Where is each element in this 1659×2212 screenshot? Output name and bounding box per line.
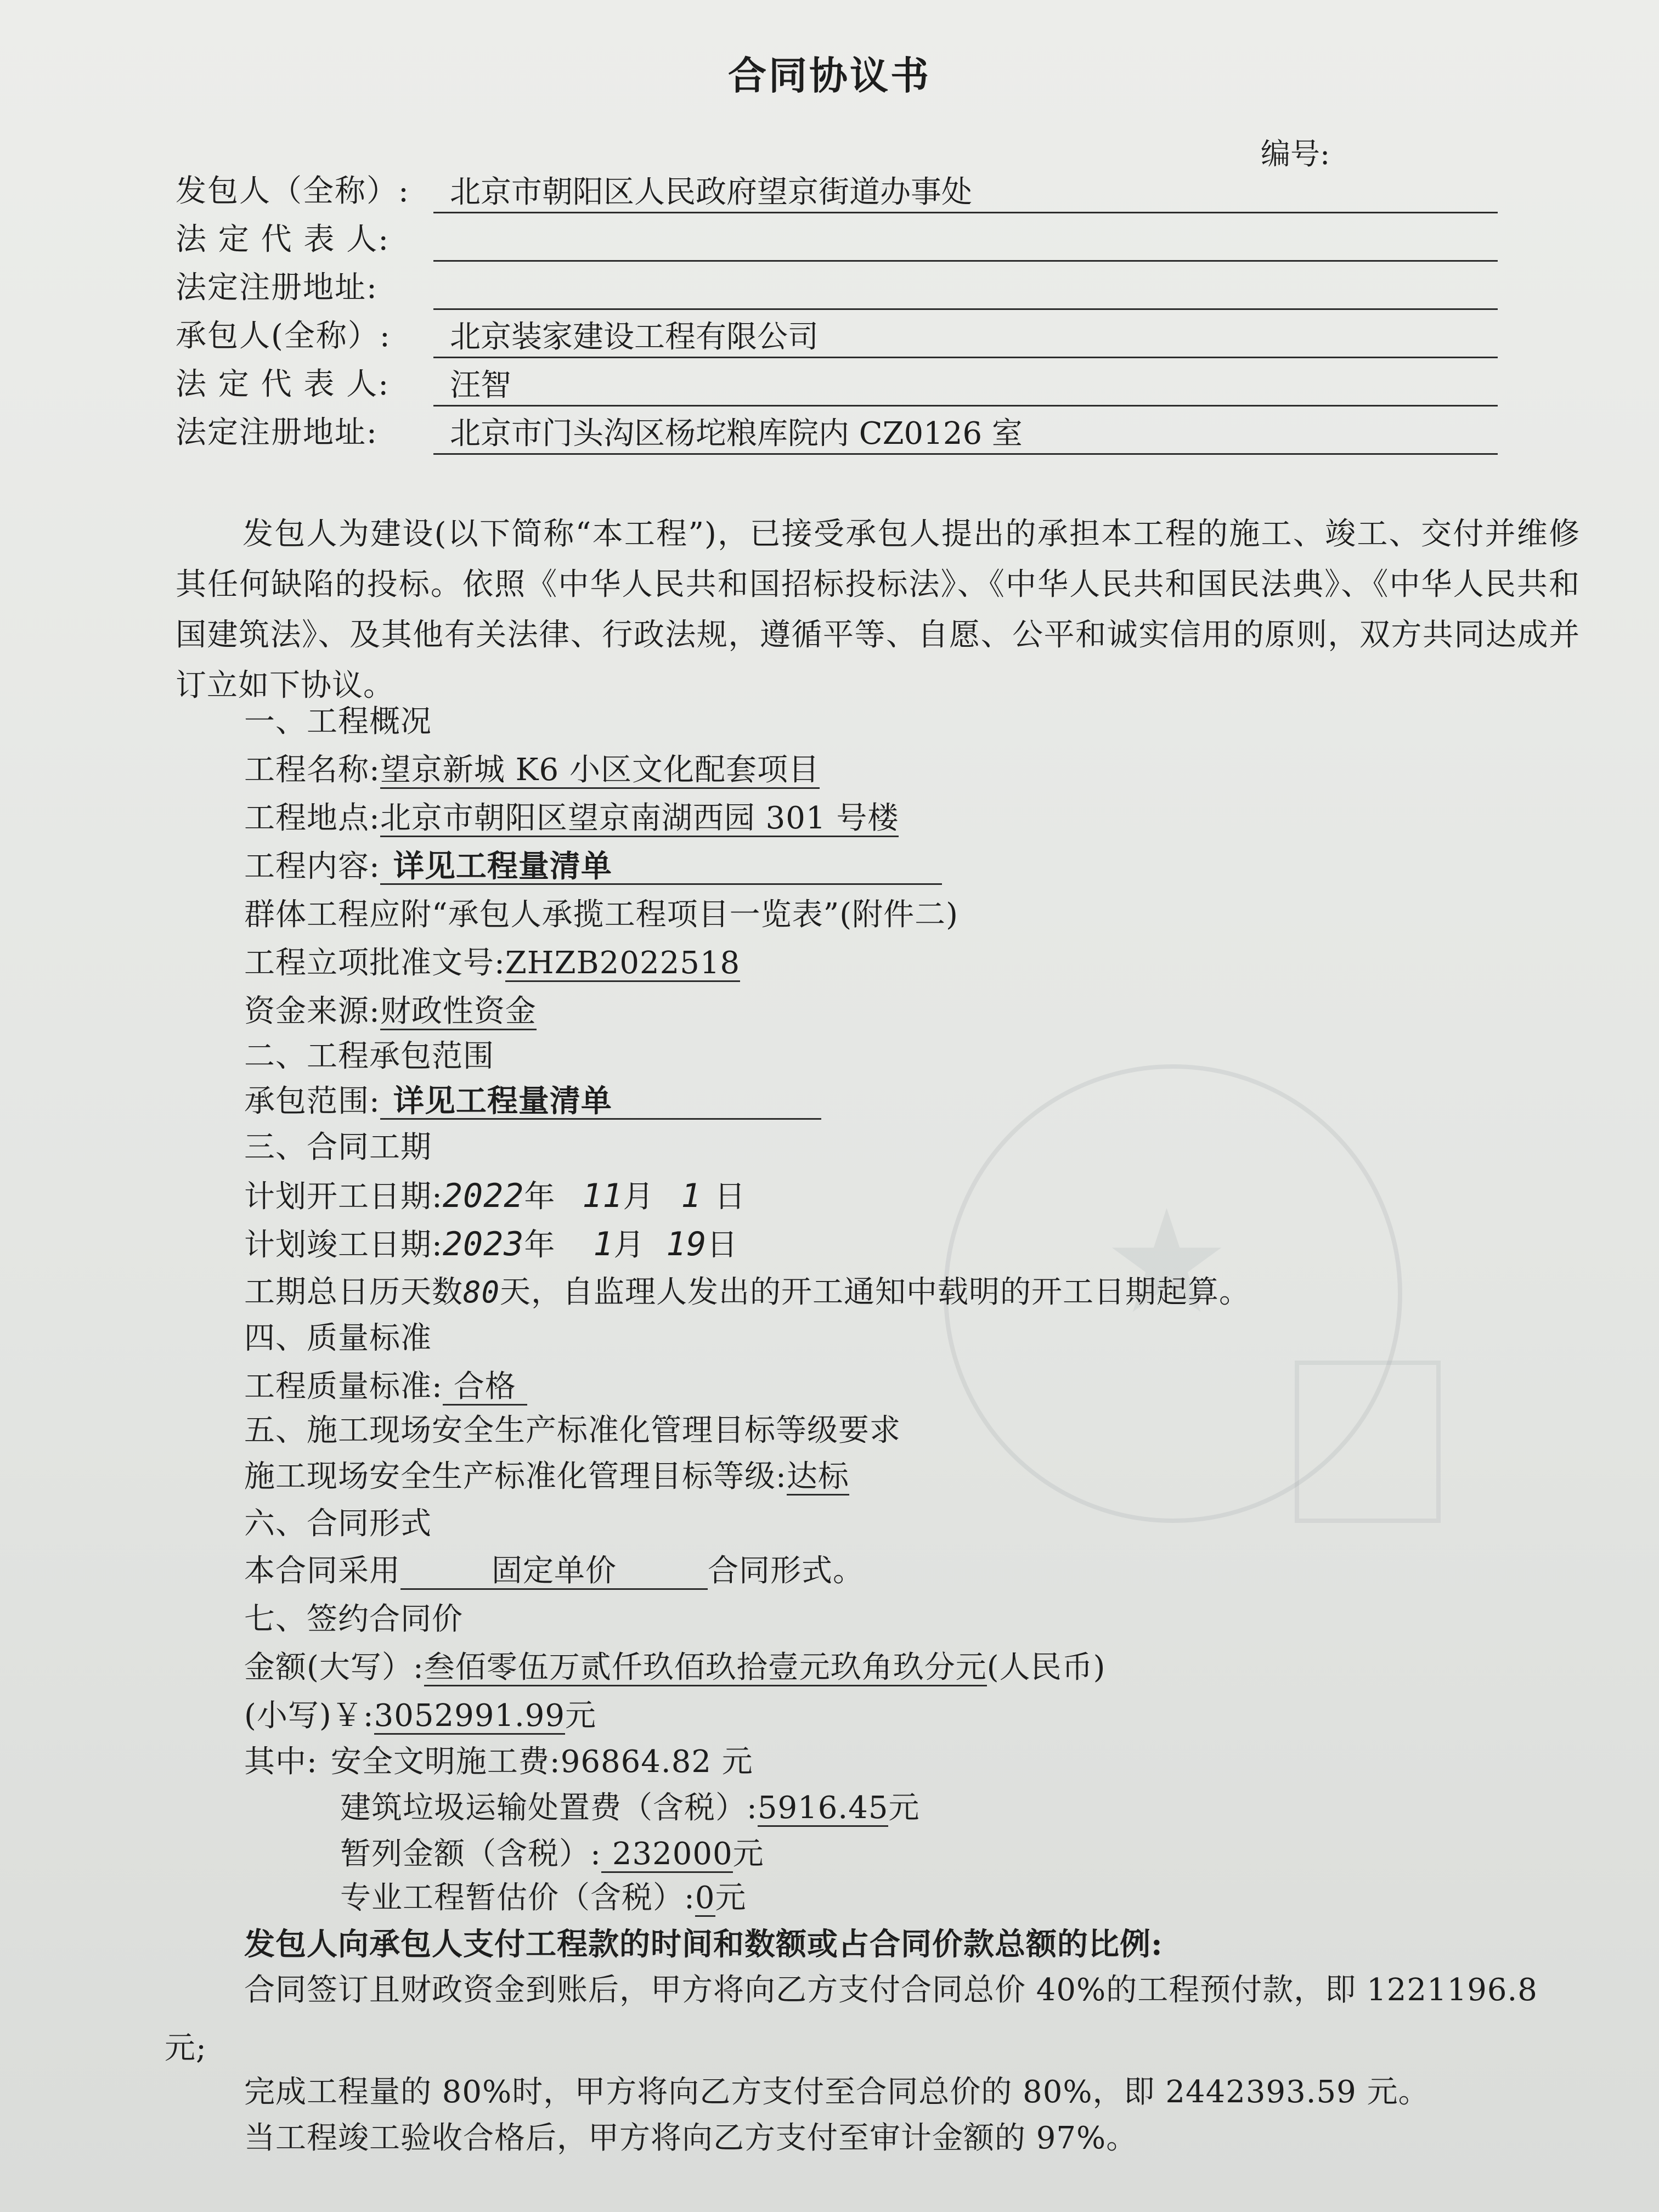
party-row (176, 218, 433, 261)
party-value: 北京装家建设工程有限公司 (433, 320, 1498, 358)
contract-number-label: 编号: (1261, 137, 1330, 171)
waste-fee-value: 5916.45 (757, 1790, 889, 1826)
funding-line (244, 990, 537, 1034)
party-value: 北京市门头沟区杨坨粮库院内 CZ0126 室 (433, 417, 1498, 455)
duration-days: 80 (463, 1275, 500, 1310)
month-unit: 月 (613, 1227, 645, 1263)
duration-suffix: 天，自监理人发出的开工通知中载明的开工日期起算。 (500, 1274, 1251, 1310)
provisional-sum-label: 暂列金额（含税）: (340, 1836, 601, 1872)
payment-heading: 发包人向承包人支付工程款的时间和数额或占合同价款总额的比例: (244, 1926, 1163, 1962)
document-title: 合同协议书 (728, 53, 931, 98)
faded-seal-star-icon: ★ (1103, 1180, 1231, 1345)
party-value (433, 224, 1498, 262)
party-label: 法定注册地址: (176, 415, 378, 450)
payment-clause-2: 完成工程量的 80%时，甲方将向乙方支付至合同总价的 80%，即 2442393.59 元。 (244, 2074, 1430, 2110)
contract-form-value: 固定单价 (400, 1554, 708, 1590)
party-label: 法 定 代 表 人: (176, 222, 390, 257)
yuan-unit: 元 (888, 1790, 920, 1826)
waste-fee-label: 建筑垃圾运输处置费（含税）: (340, 1790, 758, 1826)
payment-clause-1-tail: 元; (165, 2030, 207, 2066)
amount-upper-suffix: (人民币) (986, 1650, 1106, 1685)
special-estimate-label: 专业工程暂估价（含税）: (340, 1880, 695, 1916)
scope-line (244, 1080, 821, 1124)
party-row (176, 170, 972, 213)
year-unit: 年 (524, 1179, 556, 1215)
section-heading: 一、工程概况 (244, 704, 432, 740)
provisional-sum-line (340, 1832, 764, 1876)
party-label: 承包人(全称）: (176, 318, 391, 354)
duration-line (244, 1271, 1250, 1314)
section-heading: 三、合同工期 (244, 1130, 432, 1165)
quality-line (244, 1365, 527, 1409)
section-heading: 四、质量标准 (244, 1321, 432, 1356)
party-value: 汪智 (433, 369, 1498, 407)
amount-upper-line (244, 1646, 1105, 1690)
day-unit: 日 (714, 1179, 746, 1215)
end-day: 19 (666, 1225, 707, 1263)
contract-form-line (244, 1549, 864, 1593)
yuan-unit: 元 (565, 1698, 597, 1734)
safety-grade-value: 达标 (786, 1459, 849, 1494)
payment-clause-1: 合同签订且财政资金到账后，甲方将向乙方支付合同总价 40%的工程预付款，即 1221196.8 (244, 1972, 1538, 2008)
project-content-line (244, 845, 942, 889)
party-row (176, 363, 511, 406)
of-which-label: 其中: (244, 1744, 318, 1780)
funding-label: 资金来源: (244, 994, 380, 1029)
project-site-label: 工程地点: (244, 800, 380, 836)
contract-form-suffix: 合同形式。 (708, 1553, 864, 1589)
start-date-label: 计划开工日期: (244, 1179, 443, 1215)
section-heading: 二、工程承包范围 (244, 1039, 494, 1074)
contract-form-prefix: 本合同采用 (244, 1553, 400, 1589)
special-estimate-line (340, 1876, 747, 1920)
safety-fee-line (244, 1740, 753, 1784)
project-content-value: 详见工程量清单 (380, 849, 942, 885)
party-row (176, 411, 1023, 454)
start-year: 2022 (442, 1177, 524, 1215)
yuan-unit: 元 (732, 1836, 764, 1872)
party-value (433, 272, 1498, 310)
payment-clause-3: 当工程竣工验收合格后，甲方将向乙方支付至审计金额的 97%。 (244, 2120, 1138, 2156)
approval-line (244, 941, 740, 985)
party-label: 发包人（全称）: (176, 173, 410, 209)
project-site-line (244, 797, 899, 840)
party-value: 北京市朝阳区人民政府望京街道办事处 (433, 176, 1498, 213)
project-name-line (244, 748, 820, 792)
party-row (176, 315, 819, 358)
project-content-label: 工程内容: (244, 849, 380, 884)
end-month: 1 (593, 1225, 614, 1263)
start-month: 11 (582, 1177, 623, 1215)
yuan-unit: 元 (715, 1880, 747, 1916)
party-label: 法定注册地址: (176, 270, 378, 306)
amount-lower-line (244, 1694, 596, 1738)
safety-grade-line (244, 1455, 849, 1499)
project-name-value: 望京新城 K6 小区文化配套项目 (380, 752, 820, 788)
amount-lower-label: (小写)￥: (244, 1698, 374, 1734)
waste-fee-line (340, 1786, 919, 1830)
provisional-sum-value: 232000 (601, 1837, 733, 1873)
safety-fee-value: 96864.82 元 (560, 1744, 753, 1780)
section-heading: 五、施工现场安全生产标准化管理目标等级要求 (244, 1413, 901, 1448)
approval-value: ZHZB2022518 (505, 945, 741, 981)
party-label: 法 定 代 表 人: (176, 366, 390, 402)
scope-value: 详见工程量清单 (380, 1084, 821, 1120)
section-heading: 七、签约合同价 (244, 1601, 463, 1637)
approval-label: 工程立项批准文号: (244, 945, 505, 981)
end-year: 2023 (442, 1225, 524, 1263)
group-project-note: 群体工程应附“承包人承揽工程项目一览表”(附件二) (244, 897, 958, 933)
amount-upper-value: 叁佰零伍万贰仟玖佰玖拾壹元玖角玖分元 (424, 1650, 987, 1685)
section-heading: 六、合同形式 (244, 1506, 432, 1542)
amount-lower-value: 3052991.99 (374, 1698, 566, 1734)
scope-label: 承包范围: (244, 1084, 380, 1119)
party-row (176, 267, 433, 309)
contract-number (1261, 131, 1372, 173)
start-date-line (244, 1174, 746, 1219)
start-day: 1 (681, 1177, 702, 1215)
end-date-label: 计划竣工日期: (244, 1227, 443, 1263)
amount-upper-label: 金额(大写）: (244, 1650, 424, 1685)
duration-prefix: 工期总日历天数 (244, 1274, 463, 1310)
quality-label: 工程质量标准: (244, 1369, 443, 1404)
project-site-value: 北京市朝阳区望京南湖西园 301 号楼 (380, 800, 899, 836)
special-estimate-value: 0 (695, 1880, 715, 1916)
intro-paragraph: 发包人为建设(以下简称“本工程”)，已接受承包人提出的承担本工程的施工、竣工、交付并维修其任何缺陷的投标。依照《中华人民共和国招标投标法》、《中华人民共和国民法典》、《中华人民共和国建筑法》、及其他有关法律、行政法规，遵循平等、自愿、公平和诚实信用的原则，双方共同达成并订立如下协议。 (176, 516, 1580, 703)
day-unit: 日 (707, 1227, 738, 1263)
year-unit: 年 (524, 1227, 556, 1263)
end-date-line (244, 1222, 738, 1267)
project-name-label: 工程名称: (244, 752, 380, 788)
funding-value: 财政性资金 (380, 994, 537, 1029)
faded-seal-square (1295, 1361, 1441, 1523)
safety-fee-label: 安全文明施工费: (330, 1744, 561, 1780)
safety-grade-label: 施工现场安全生产标准化管理目标等级: (244, 1459, 787, 1494)
quality-value: 合格 (443, 1370, 527, 1406)
month-unit: 月 (623, 1179, 654, 1215)
